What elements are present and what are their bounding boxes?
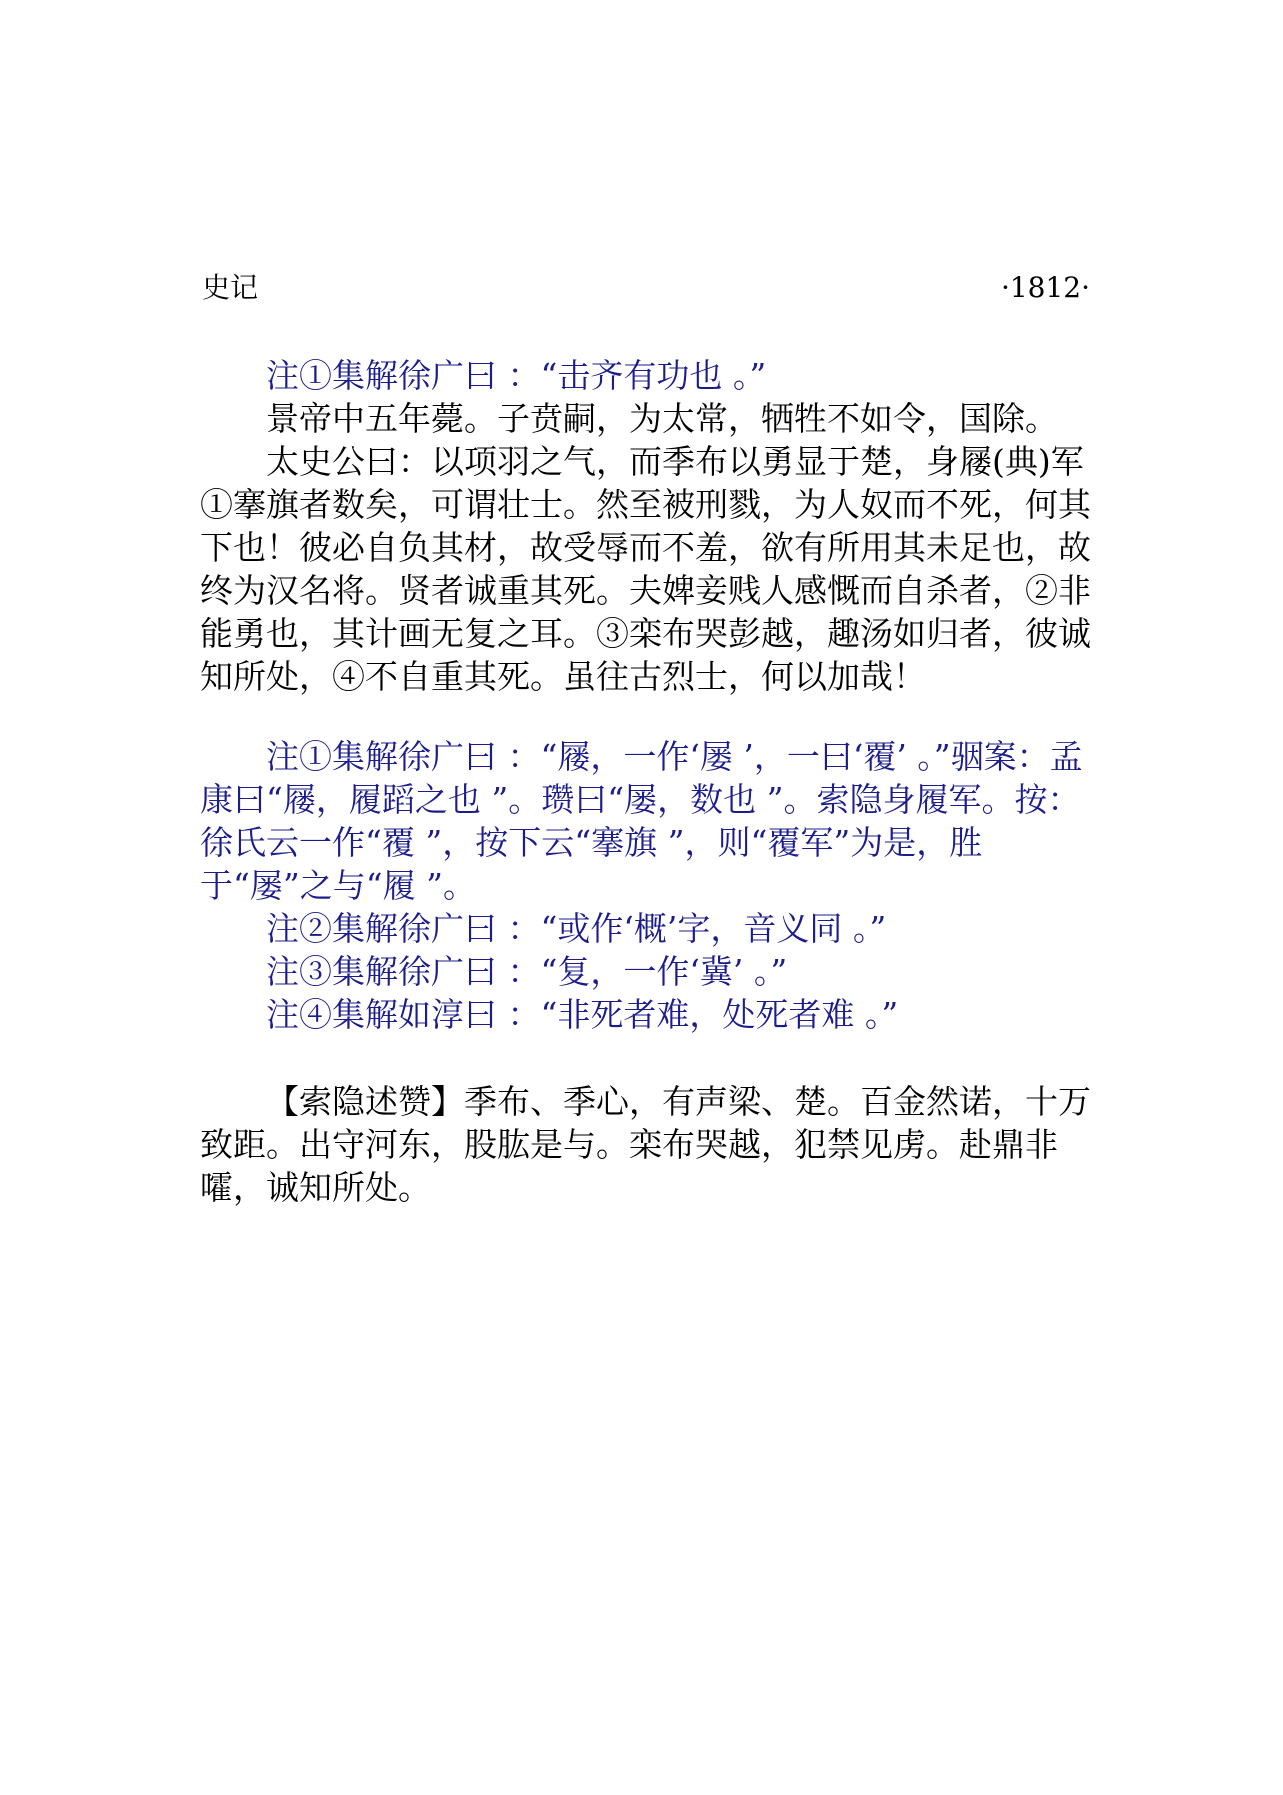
suoyin-zan-paragraph: 【索隐述赞】季布、季心，有声梁、楚。百金然诺，十万致距。出守河东，股肱是与。栾布哭越，犯禁见虏。赴鼎非嚯，诚知所处。 [200,1082,1091,1207]
annotations-section [200,735,1095,1036]
annotation-note-3: 注③集解徐广曰 ：“复，一作‘冀’ 。” [266,952,788,991]
annotation-1: 注①集解徐广曰 ：“击齐有功也 。” [266,356,767,395]
page-number: ·1812· [1000,271,1090,304]
suoyin-zan-section [200,1080,1095,1209]
main-paragraph-1: 景帝中五年薨。子贲嗣，为太常，牺牲不如令，国除。 [266,399,1058,438]
annotation-note-2: 注②集解徐广曰 ：“或作‘概’字，音义同 。” [266,909,887,948]
page-header [202,268,1090,308]
annotation-note-4: 注④集解如淳曰 ：“非死者难，处死者难 。” [266,995,899,1034]
book-title: 史记 [202,271,259,304]
taishigong-paragraph: 太史公曰：以项羽之气，而季布以勇显于楚，身屦(典)军①搴旗者数矣，可谓壮士。然至被刑戮，为人奴而不死，何其下也！彼必自负其材，故受辱而不羞，欲有所用其未足也，故终为汉名将。贤者诚重其死。夫婢妾贱人感慨而自杀者，②非能勇也，其计画无复之耳。③栾布哭彭越，趣汤如归者，彼诚知所处，④不自重其死。虽往古烈士，何以加哉！ [200,442,1091,696]
annotation-note-1: 注①集解徐广曰 ：“屦，一作‘屡 ’，一曰‘覆’ 。”骃案：孟康曰“屦，履蹈之也 ”。瓒曰“屡，数也 ”。索隐身履军。按：徐氏云一作“覆 ”，按下云“搴旗 ”，则“覆军”为是，胜于“屡”之与“履 ”。 [200,737,1083,905]
main-text-section [200,354,1095,698]
